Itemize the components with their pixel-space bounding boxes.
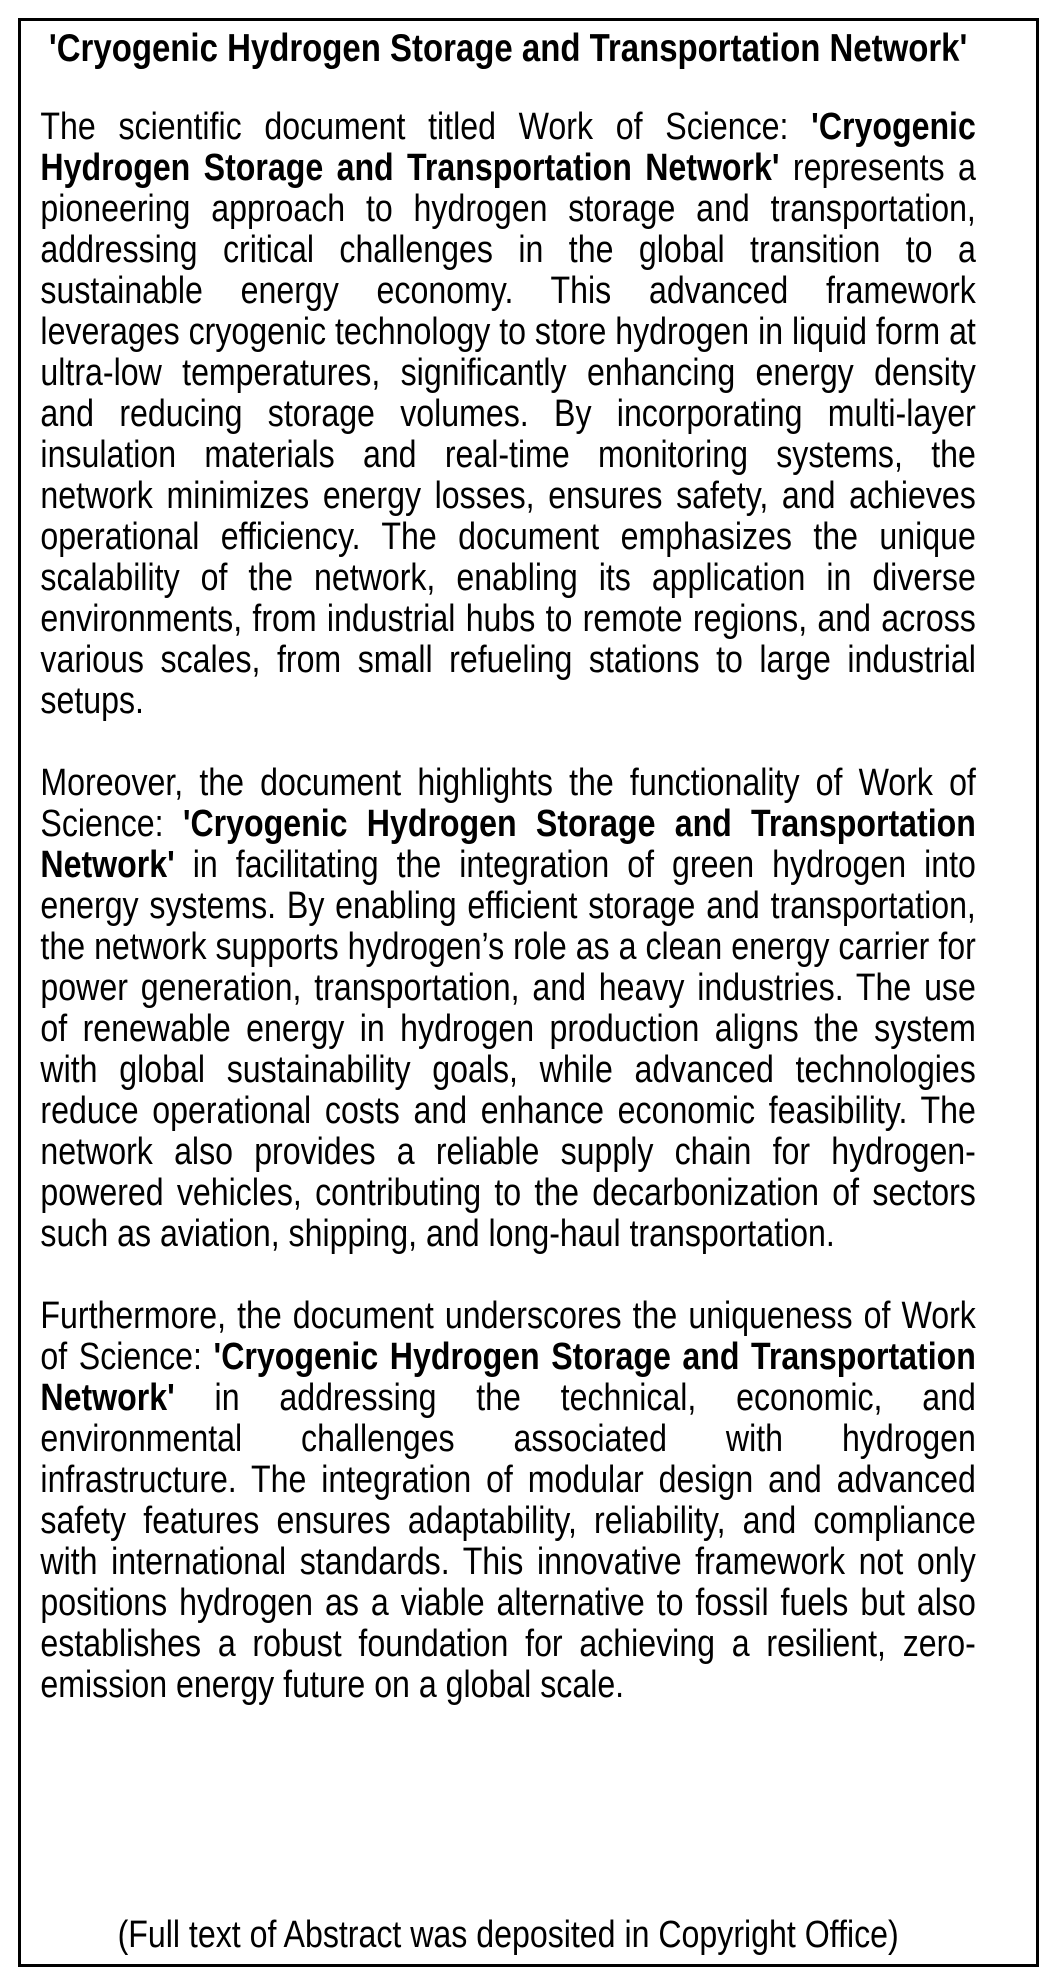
paragraph-1-text-post: represents a pioneering approach to hydrogen storage and transportation, addressing critical challenges in the global transition to a sustainable energy economy. This advanced framework leverages cryogenic technology to store hydrogen in liquid form at ultra-low temperatures, significantly enhancing energy density and reducing storage volumes. By incorporating multi-layer insulation materials and real-time monitoring systems, the network minimizes energy losses, ensures safety, and achieves operational efficiency. The document emphasizes the unique scalability of the network, enabling its application in diverse environments, from industrial hubs to remote regions, and across various scales, from small refueling stations to large industrial setups. [40,147,976,722]
paragraph-2-text-pre: Moreover, the document highlights the functionality of Work of Science: [40,762,976,845]
document-page [18,18,1039,1967]
paragraph-3-text-post: in addressing the technical, economic, and environmental challenges associated with hydrogen infrastructure. The integration of modular design and advanced safety features ensures adaptability, reliability, and compliance with international standards. This innovative framework not only positions hydrogen as a viable alternative to fossil fuels but also establishes a robust foundation for achieving a resilient, zero-emission energy future on a global scale. [40,1377,976,1706]
paragraph-1-text-pre: The scientific document titled Work of Science: [40,106,812,148]
abstract-paragraph-1 [40,107,975,722]
paragraph-3-bold-title: 'Cryogenic Hydrogen Storage and Transportation Network' [40,1336,976,1419]
copyright-deposit-note: (Full text of Abstract was deposited in Copyright Office) [117,1914,899,1956]
abstract-title: 'Cryogenic Hydrogen Storage and Transportation Network' [48,27,968,70]
document-content [21,21,995,1964]
paragraph-3-text-pre: Furthermore, the document underscores the uniqueness of Work of Science: [40,1295,976,1378]
abstract-paragraph-2 [40,763,975,1255]
paragraph-2-text-post: in facilitating the integration of green hydrogen into energy systems. By enabling efficient storage and transportation, the network supports hydrogen’s role as a clean energy carrier for power generation, transportation, and heavy industries. The use of renewable energy in hydrogen production aligns the system with global sustainability goals, while advanced technologies reduce operational costs and enhance economic feasibility. The network also provides a reliable supply chain for hydrogen-powered vehicles, contributing to the decarbonization of sectors such as aviation, shipping, and long-haul transportation. [40,844,976,1255]
abstract-paragraph-3 [40,1296,975,1706]
paragraph-2-bold-title: 'Cryogenic Hydrogen Storage and Transportation Network' [40,803,976,886]
paragraph-1-bold-title: 'Cryogenic Hydrogen Storage and Transportation Network' [40,106,976,189]
